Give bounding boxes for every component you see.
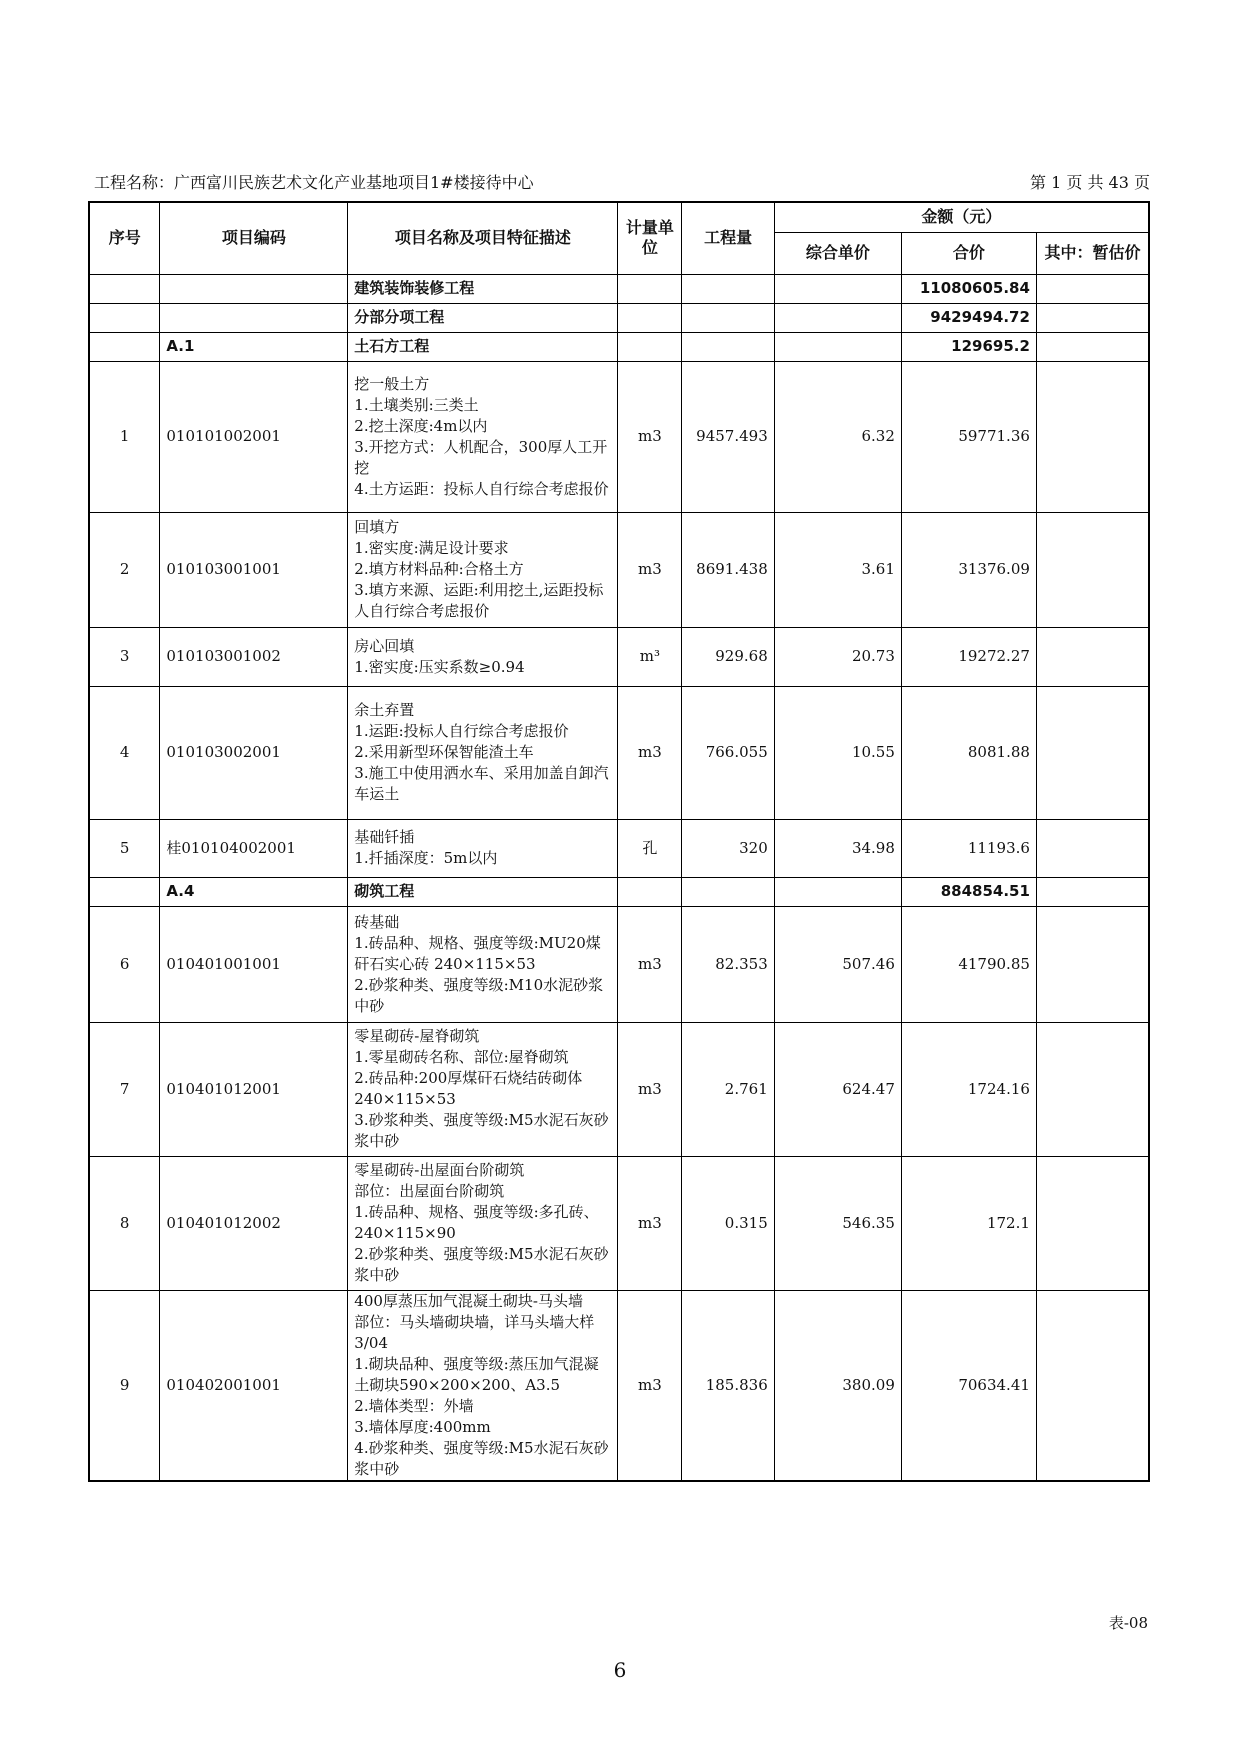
table-row [89, 627, 1149, 686]
row-qty: 82.353 [682, 906, 774, 1022]
row-unit-price: 20.73 [774, 627, 901, 686]
row-unit: m³ [618, 627, 682, 686]
row-qty: 766.055 [682, 686, 774, 819]
table-row [89, 361, 1149, 512]
row-qty: 9457.493 [682, 361, 774, 512]
row-unit-price: 10.55 [774, 686, 901, 819]
header-unit: 计量单位 [618, 202, 682, 274]
header-total: 合价 [901, 232, 1036, 274]
row-unit: m3 [618, 1022, 682, 1156]
row-qty [682, 332, 774, 361]
row-code: A.4 [160, 877, 348, 906]
row-provisional [1036, 877, 1149, 906]
row-unit: m3 [618, 512, 682, 627]
row-total: 1724.16 [901, 1022, 1036, 1156]
section-row [89, 877, 1149, 906]
row-unit-price: 6.32 [774, 361, 901, 512]
row-total: 59771.36 [901, 361, 1036, 512]
row-name: 土石方工程 [348, 332, 618, 361]
row-unit-price: 507.46 [774, 906, 901, 1022]
row-unit [618, 303, 682, 332]
row-seq [89, 332, 160, 361]
row-seq [89, 303, 160, 332]
row-qty: 320 [682, 819, 774, 877]
row-unit-price [774, 332, 901, 361]
row-provisional [1036, 332, 1149, 361]
row-qty [682, 303, 774, 332]
row-code: A.1 [160, 332, 348, 361]
row-code: 010401001001 [160, 906, 348, 1022]
row-code: 010401012002 [160, 1156, 348, 1290]
row-unit [618, 877, 682, 906]
row-total: 11080605.84 [901, 274, 1036, 303]
row-name: 分部分项工程 [348, 303, 618, 332]
row-code: 010103001002 [160, 627, 348, 686]
row-seq: 1 [89, 361, 160, 512]
row-description: 基础钎插 1.扦插深度：5m以内 [348, 819, 618, 877]
table-row [89, 906, 1149, 1022]
row-description: 400厚蒸压加气混凝土砌块-马头墙 部位：马头墙砌块墙，详马头墙大样 3/04 1.砌块品种、强度等级:蒸压加气混凝土砌块590×200×200、A3.5 2.墙体类型：外墙 3.墙体厚度:400mm 4.砂浆种类、强度等级:M5水泥石灰砂浆中砂 [348, 1290, 618, 1481]
header-seq: 序号 [89, 202, 160, 274]
table-body [89, 274, 1149, 1481]
page-number: 6 [613, 1658, 627, 1682]
section-row [89, 332, 1149, 361]
row-code: 010402001001 [160, 1290, 348, 1481]
row-total: 70634.41 [901, 1290, 1036, 1481]
row-unit-price: 624.47 [774, 1022, 901, 1156]
row-unit [618, 332, 682, 361]
row-code: 010101002001 [160, 361, 348, 512]
row-seq: 5 [89, 819, 160, 877]
row-provisional [1036, 512, 1149, 627]
table-row [89, 819, 1149, 877]
row-description: 零星砌砖-屋脊砌筑 1.零星砌砖名称、部位:屋脊砌筑 2.砖品种:200厚煤矸石烧结砖砌体240×115×53 3.砂浆种类、强度等级:M5水泥石灰砂浆中砂 [348, 1022, 618, 1156]
row-unit: m3 [618, 1290, 682, 1481]
row-total: 11193.6 [901, 819, 1036, 877]
row-seq: 6 [89, 906, 160, 1022]
row-total: 41790.85 [901, 906, 1036, 1022]
row-seq [89, 274, 160, 303]
row-seq: 4 [89, 686, 160, 819]
row-unit-price: 546.35 [774, 1156, 901, 1290]
bill-of-quantities-table [88, 201, 1150, 1482]
table-row [89, 686, 1149, 819]
row-seq: 9 [89, 1290, 160, 1481]
row-code [160, 274, 348, 303]
row-qty: 929.68 [682, 627, 774, 686]
row-provisional [1036, 1156, 1149, 1290]
row-unit-price: 34.98 [774, 819, 901, 877]
table-row [89, 1156, 1149, 1290]
row-name: 建筑装饰装修工程 [348, 274, 618, 303]
table-tag: 表-08 [1108, 1614, 1148, 1632]
row-provisional [1036, 686, 1149, 819]
row-total: 8081.88 [901, 686, 1036, 819]
row-provisional [1036, 1022, 1149, 1156]
row-unit-price [774, 877, 901, 906]
row-provisional [1036, 361, 1149, 512]
row-seq: 2 [89, 512, 160, 627]
row-seq: 7 [89, 1022, 160, 1156]
document-header [88, 170, 1150, 194]
row-total: 172.1 [901, 1156, 1036, 1290]
table-row [89, 512, 1149, 627]
header-provisional: 其中：暂估价 [1036, 232, 1149, 274]
row-code: 010401012001 [160, 1022, 348, 1156]
row-seq: 8 [89, 1156, 160, 1290]
project-name: 工程名称：广西富川民族艺术文化产业基地项目1#楼接待中心 [94, 173, 534, 192]
table-row [89, 1022, 1149, 1156]
header-code: 项目编码 [160, 202, 348, 274]
header-qty: 工程量 [682, 202, 774, 274]
row-code [160, 303, 348, 332]
row-total: 129695.2 [901, 332, 1036, 361]
row-qty: 0.315 [682, 1156, 774, 1290]
row-total: 9429494.72 [901, 303, 1036, 332]
row-unit: m3 [618, 1156, 682, 1290]
row-provisional [1036, 906, 1149, 1022]
row-unit: 孔 [618, 819, 682, 877]
row-qty: 2.761 [682, 1022, 774, 1156]
summary-row [89, 274, 1149, 303]
row-total: 31376.09 [901, 512, 1036, 627]
row-unit: m3 [618, 906, 682, 1022]
row-unit-price: 380.09 [774, 1290, 901, 1481]
row-seq [89, 877, 160, 906]
row-qty: 185.836 [682, 1290, 774, 1481]
row-description: 回填方 1.密实度:满足设计要求 2.填方材料品种:合格土方 3.填方来源、运距:利用挖土,运距投标人自行综合考虑报价 [348, 512, 618, 627]
row-code: 010103001001 [160, 512, 348, 627]
row-total: 884854.51 [901, 877, 1036, 906]
header-name: 项目名称及项目特征描述 [348, 202, 618, 274]
row-description: 房心回填 1.密实度:压实系数≥0.94 [348, 627, 618, 686]
row-unit-price [774, 303, 901, 332]
page-info: 第 1 页 共 43 页 [1030, 173, 1150, 192]
row-name: 砌筑工程 [348, 877, 618, 906]
row-provisional [1036, 819, 1149, 877]
row-description: 挖一般土方 1.土壤类别:三类土 2.挖土深度:4m以内 3.开挖方式：人机配合，300厚人工开挖 4.土方运距：投标人自行综合考虑报价 [348, 361, 618, 512]
row-provisional [1036, 303, 1149, 332]
header-amount-group: 金额（元） [774, 202, 1149, 232]
row-description: 零星砌砖-出屋面台阶砌筑 部位：出屋面台阶砌筑 1.砖品种、规格、强度等级:多孔砖、240×115×90 2.砂浆种类、强度等级:M5水泥石灰砂浆中砂 [348, 1156, 618, 1290]
row-unit [618, 274, 682, 303]
row-provisional [1036, 274, 1149, 303]
row-seq: 3 [89, 627, 160, 686]
row-unit: m3 [618, 361, 682, 512]
row-qty: 8691.438 [682, 512, 774, 627]
row-total: 19272.27 [901, 627, 1036, 686]
row-unit-price [774, 274, 901, 303]
row-unit-price: 3.61 [774, 512, 901, 627]
header-unit-price: 综合单价 [774, 232, 901, 274]
row-code: 桂010104002001 [160, 819, 348, 877]
row-provisional [1036, 627, 1149, 686]
row-description: 余土弃置 1.运距:投标人自行综合考虑报价 2.采用新型环保智能渣土车 3.施工中使用洒水车、采用加盖自卸汽车运土 [348, 686, 618, 819]
row-description: 砖基础 1.砖品种、规格、强度等级:MU20煤矸石实心砖 240×115×53 2.砂浆种类、强度等级:M10水泥砂浆中砂 [348, 906, 618, 1022]
summary-row [89, 303, 1149, 332]
table-row [89, 1290, 1149, 1481]
row-qty [682, 877, 774, 906]
row-qty [682, 274, 774, 303]
row-unit: m3 [618, 686, 682, 819]
row-provisional [1036, 1290, 1149, 1481]
row-code: 010103002001 [160, 686, 348, 819]
